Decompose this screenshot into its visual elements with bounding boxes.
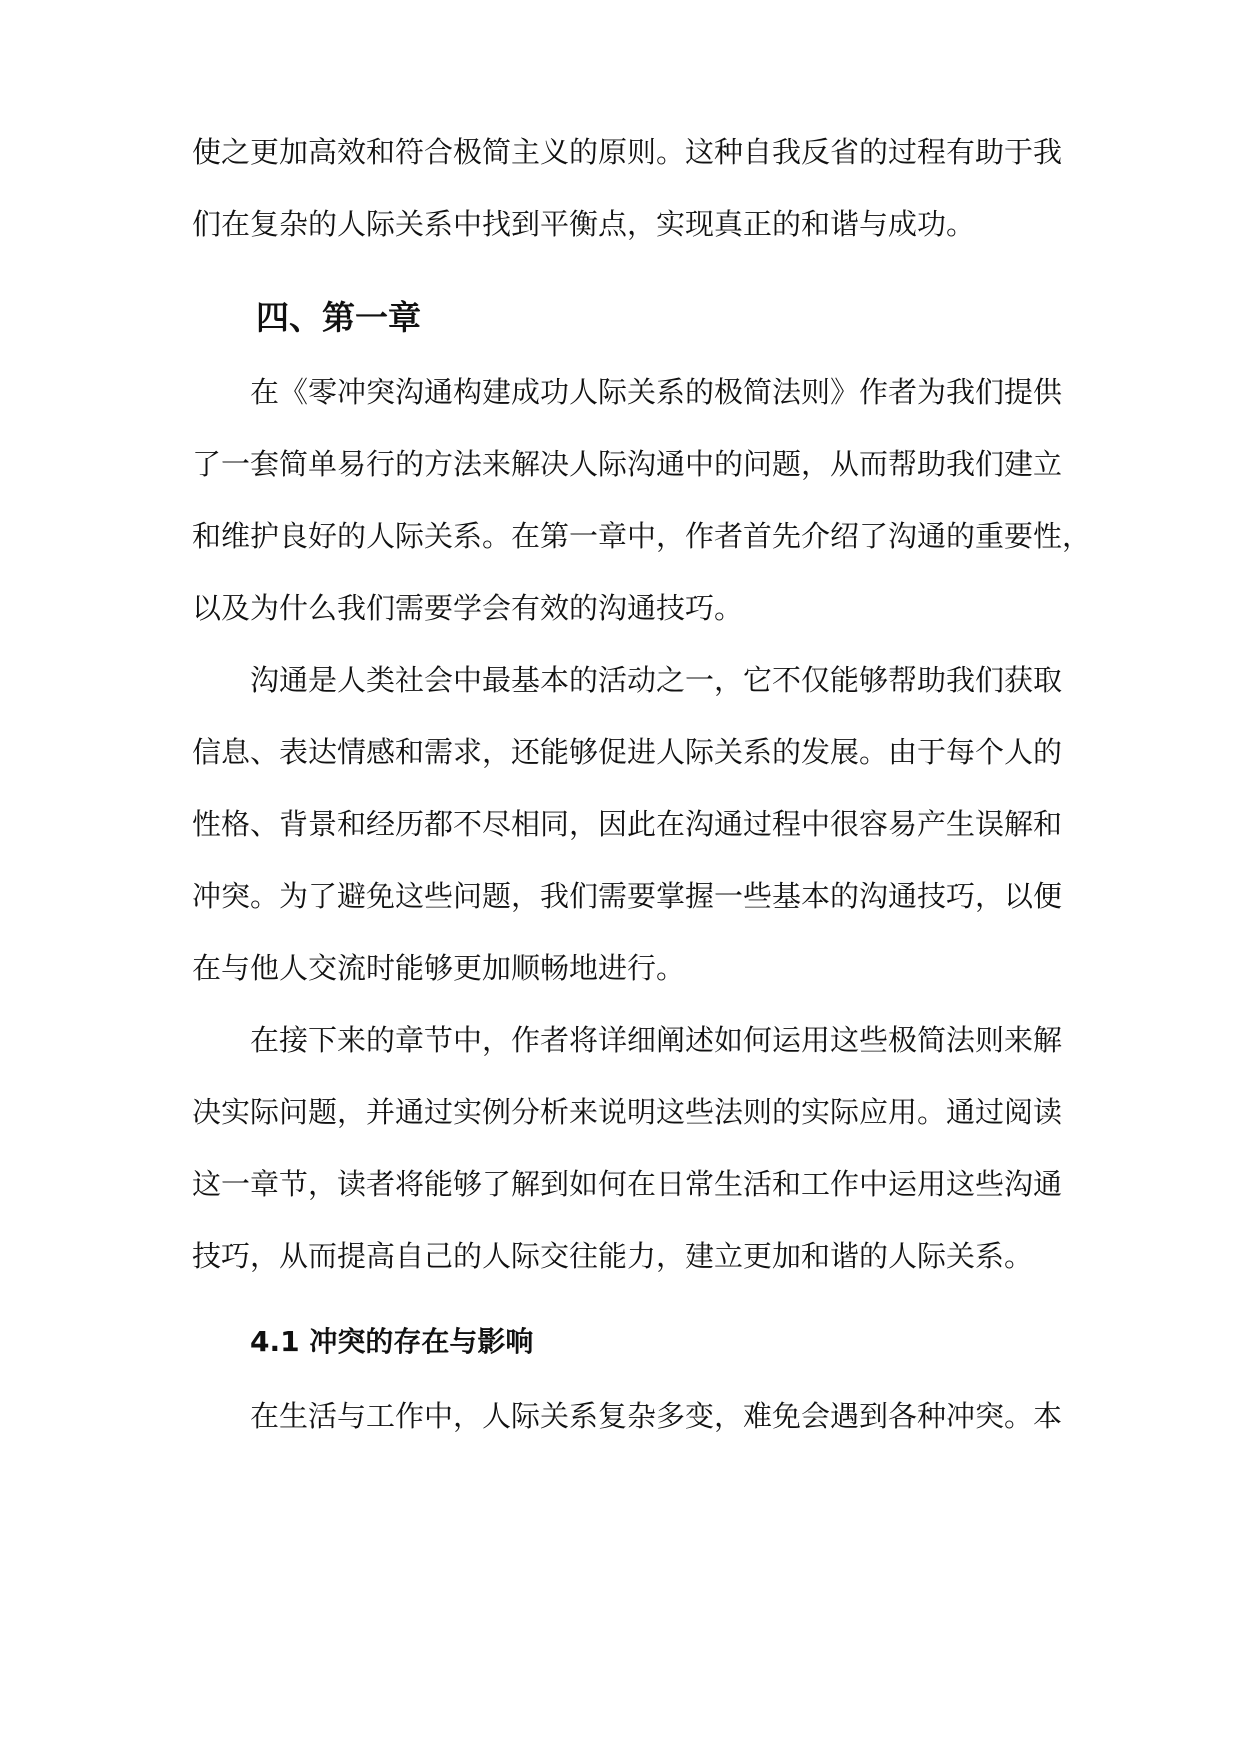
paragraph-1-line-2: 了一套简单易行的方法来解决人际沟通中的问题，从而帮助我们建立 bbox=[192, 447, 1063, 481]
section-heading: 4.1 冲突的存在与影响 bbox=[250, 1325, 534, 1358]
paragraph-1-line-4: 以及为什么我们需要学会有效的沟通技巧。 bbox=[192, 591, 744, 625]
paragraph-2-line-2: 信息、表达情感和需求，还能够促进人际关系的发展。由于每个人的 bbox=[192, 735, 1063, 769]
chapter-heading: 四、第一章 bbox=[256, 298, 421, 337]
paragraph-3-line-3: 这一章节，读者将能够了解到如何在日常生活和工作中运用这些沟通 bbox=[192, 1167, 1063, 1201]
paragraph-1-line-3: 和维护良好的人际关系。在第一章中，作者首先介绍了沟通的重要性， bbox=[192, 519, 1092, 553]
paragraph-2-line-4: 冲突。为了避免这些问题，我们需要掌握一些基本的沟通技巧，以便 bbox=[192, 879, 1063, 913]
paragraph-3-line-2: 决实际问题，并通过实例分析来说明这些法则的实际应用。通过阅读 bbox=[192, 1095, 1063, 1129]
paragraph-2-line-3: 性格、背景和经历都不尽相同，因此在沟通过程中很容易产生误解和 bbox=[192, 807, 1063, 841]
paragraph-2-line-5: 在与他人交流时能够更加顺畅地进行。 bbox=[192, 951, 686, 985]
intro-line-2: 们在复杂的人际关系中找到平衡点，实现真正的和谐与成功。 bbox=[192, 207, 976, 241]
paragraph-2-line-1: 沟通是人类社会中最基本的活动之一，它不仅能够帮助我们获取 bbox=[250, 663, 1063, 697]
paragraph-3-line-4: 技巧，从而提高自己的人际交往能力，建立更加和谐的人际关系。 bbox=[192, 1239, 1034, 1273]
paragraph-1-line-1: 在《零冲突沟通构建成功人际关系的极简法则》作者为我们提供 bbox=[250, 375, 1063, 409]
intro-line-1: 使之更加高效和符合极简主义的原则。这种自我反省的过程有助于我 bbox=[192, 135, 1063, 169]
paragraph-3-line-1: 在接下来的章节中，作者将详细阐述如何运用这些极简法则来解 bbox=[250, 1023, 1063, 1057]
section-line-1: 在生活与工作中，人际关系复杂多变，难免会遇到各种冲突。本 bbox=[250, 1399, 1063, 1433]
